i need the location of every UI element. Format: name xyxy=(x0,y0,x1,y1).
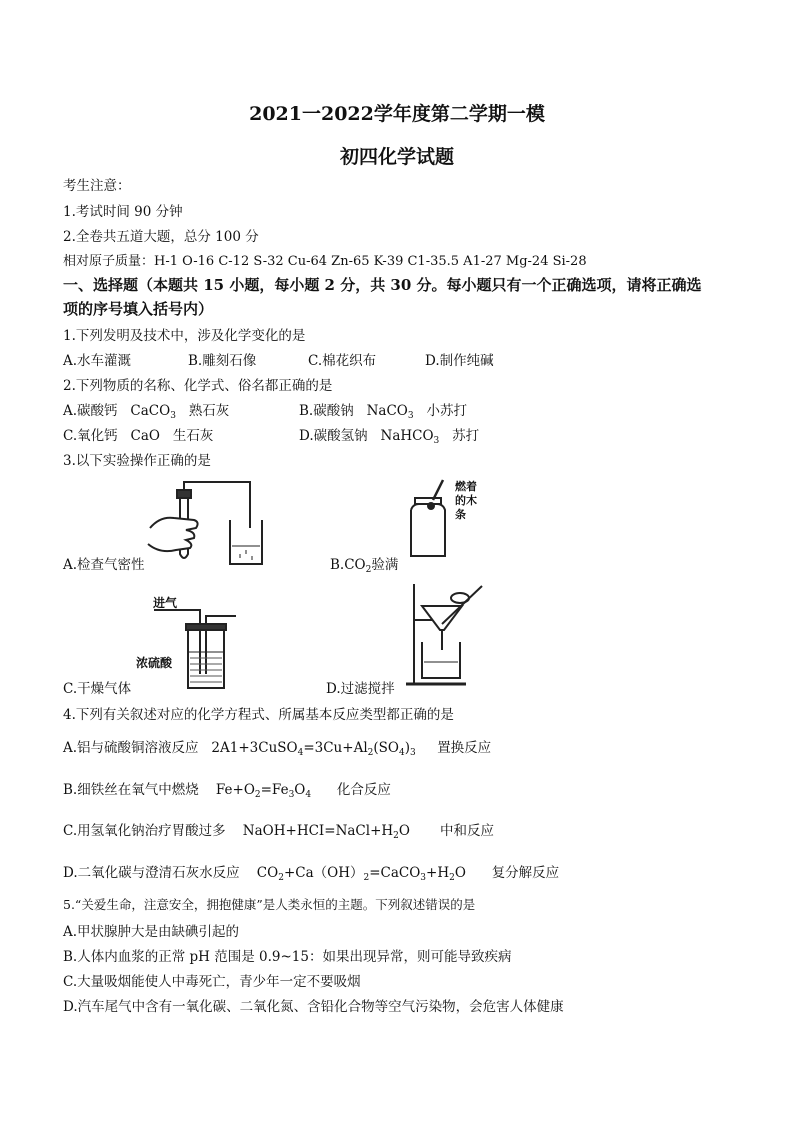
q1-option-b: B.雕刻石像 xyxy=(188,353,257,369)
q3-option-b: $B.CO_2$验满 xyxy=(330,557,399,575)
q5-option-b: B.人体内血浆的正常 pH 范围是 0.9~15：如果出现异常，则可能导致疾病 xyxy=(63,949,512,965)
q4-option-b: B.细铁丝在氧气中燃烧 $Fe+O_2=Fe_3O_4$ 化合反应 xyxy=(63,782,391,800)
q2-option-d: D.碳酸氢钠 NaHCO$_3$ 苏打 xyxy=(299,428,480,446)
q3-option-c: C.干燥气体 xyxy=(63,681,132,697)
q3-option-a: A.检查气密性 xyxy=(63,557,145,573)
q1-stem: 1.下列发明及技术中，涉及化学变化的是 xyxy=(63,328,306,344)
q4-option-a: A.铝与硫酸铜溶液反应 $2A1+3CuSO_4=3Cu+Al_2(SO_4)_3$ 置换反应 xyxy=(63,740,492,758)
notice-heading: 考生注意： xyxy=(63,178,131,194)
q1-option-d: D.制作纯碱 xyxy=(425,353,494,369)
conc-acid-label: 浓硫酸 xyxy=(136,656,173,670)
page-title: 2021一2022学年度第二学期一模 xyxy=(249,103,545,125)
q2-option-a: A.碳酸钙 CaCO$_3$ 熟石灰 xyxy=(63,403,230,421)
q4-option-c: C.用氢氧化钠治疗胃酸过多 $NaOH+HCI=NaCl+H_2O$ 中和反应 xyxy=(63,823,495,841)
page-subtitle: 初四化学试题 xyxy=(339,146,454,168)
q5-option-d: D.汽车尾气中含有一氧化碳、二氧化氮、含铅化合物等空气污染物，会危害人体健康 xyxy=(63,999,564,1015)
notice-item: 1.考试时间 90 分钟 xyxy=(63,204,183,220)
section-heading-cont: 项的序号填入括号内） xyxy=(63,300,214,318)
q3-stem: 3.以下实验操作正确的是 xyxy=(63,453,211,469)
gas-drying-figure xyxy=(150,608,242,692)
filtration-figure xyxy=(404,580,494,690)
q5-option-c: C.大量吸烟能使人中毒死亡，青少年一定不要吸烟 xyxy=(63,974,361,990)
q2-stem: 2.下列物质的名称、化学式、俗名都正确的是 xyxy=(63,378,333,394)
q2-option-c: C.氧化钙 CaO 生石灰 xyxy=(63,428,214,444)
section-heading: 一、选择题（本题共 15 小题，每小题 2 分，共 30 分。每小题只有一个正确选项，请将正确选 xyxy=(63,276,702,294)
co2-full-test-figure xyxy=(397,476,459,560)
q3-option-d: D.过滤搅拌 xyxy=(326,681,395,697)
q5-stem: 5.“关爱生命，注意安全，拥抱健康”是人类永恒的主题。下列叙述错误的是 xyxy=(63,897,476,912)
q4-stem: 4.下列有关叙述对应的化学方程式、所属基本反应类型都正确的是 xyxy=(63,707,454,723)
gas-in-label: 进气 xyxy=(153,596,178,610)
q1-option-c: C.棉花织布 xyxy=(308,353,377,369)
q1-option-a: A.水车灌溉 xyxy=(63,353,132,369)
q5-option-a: A.甲状腺肿大是由缺碘引起的 xyxy=(63,924,240,940)
atomic-mass: 相对原子质量：H-1 O-16 C-12 S-32 Cu-64 Zn-65 K-39 C1-35.5 A1-27 Mg-24 Si-28 xyxy=(63,254,587,269)
q4-option-d: D.二氧化碳与澄清石灰水反应 $CO_2+Ca(OH)_2=CaCO_3+H_2O$ 复分解反应 xyxy=(63,865,560,883)
q2-option-b: B.碳酸钠 NaCO$_3$ 小苏打 xyxy=(299,403,467,421)
airtightness-check-figure xyxy=(146,476,272,572)
notice-item: 2.全卷共五道大题，总分 100 分 xyxy=(63,229,259,245)
burning-stick-label: 燃着 的木 条 xyxy=(455,480,477,521)
